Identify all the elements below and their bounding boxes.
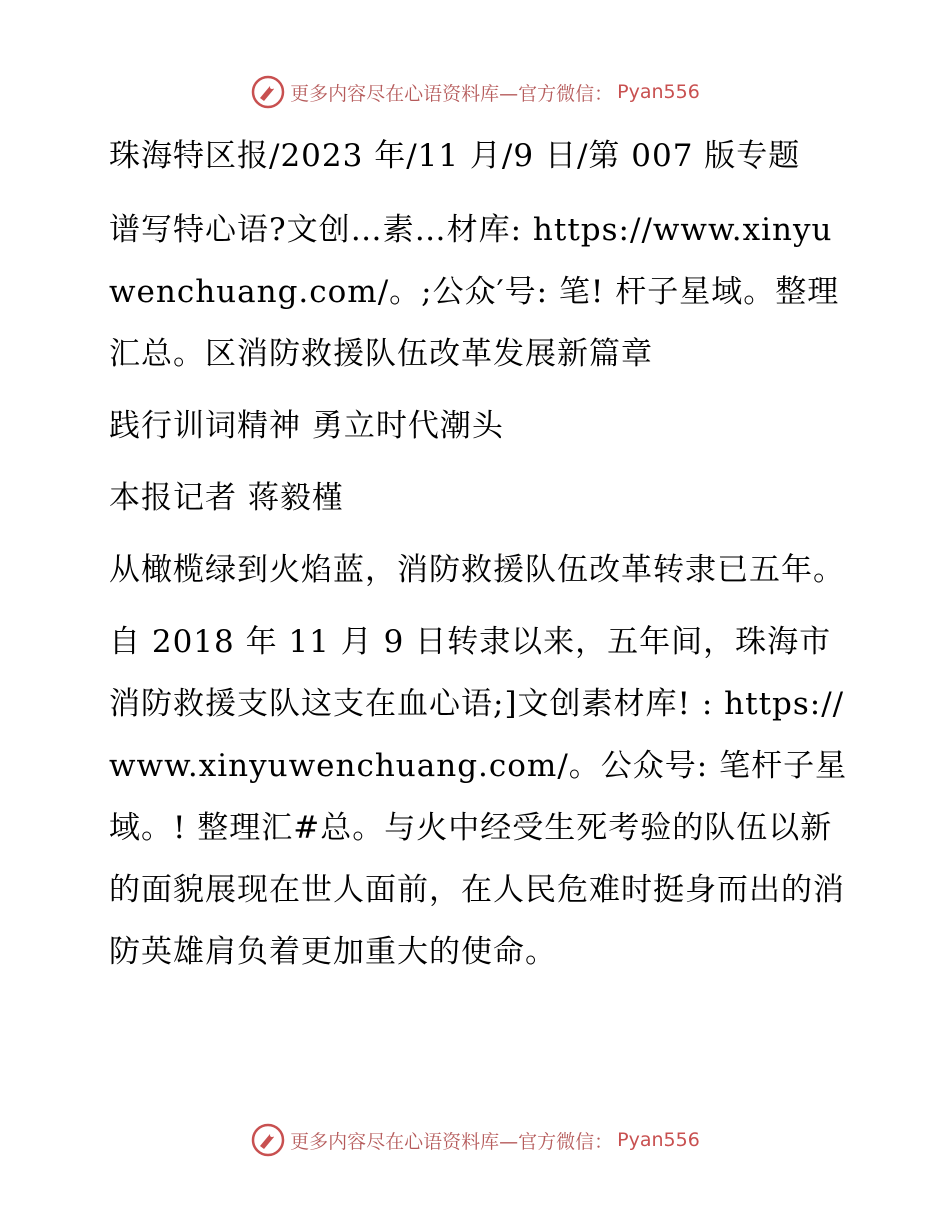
banner-text: 更多内容尽在心语资料库—官方微信： <box>290 82 614 105</box>
article-intro: 谱写特心语?文创…素…材库: https://www.xinyuwenchuang.com/。;公众′号: 笔! 杆子星域。整理汇总。区消防救援队伍改革发展新篇章 <box>109 212 840 372</box>
article-dateline: 珠海特区报/2023 年/11 月/9 日/第 007 版专题 <box>109 138 801 174</box>
header-watermark-banner <box>0 72 950 112</box>
article-body <box>97 125 853 983</box>
article-paragraph-2: 自 2018 年 11 月 9 日转隶以来，五年间，珠海市消防救援支队这支在血心语;]文创素材库! : https://www.xinyuwenchuang.com/。公众号: 笔杆子星域。! 整理汇#总。与火中经受生死考验的队伍以新的面貌展现在世人面前，在人民危难时挺身而出的消防英雄肩负着更加重大的使命。 <box>109 624 848 970</box>
article-paragraph-1: 从橄榄绿到火焰蓝，消防救援队伍改革转隶已五年。 <box>109 552 845 588</box>
pen-logo-icon <box>250 1122 286 1158</box>
pen-logo-icon <box>250 74 286 110</box>
banner-wechat-id: Pyan556 <box>617 1129 700 1151</box>
banner-text: 更多内容尽在心语资料库—官方微信： <box>290 1130 614 1153</box>
footer-watermark-banner <box>0 1120 950 1160</box>
article-headline: 践行训词精神 勇立时代潮头 <box>109 408 504 444</box>
banner-wechat-id: Pyan556 <box>617 81 700 103</box>
article-byline: 本报记者 蒋毅槿 <box>109 480 344 516</box>
